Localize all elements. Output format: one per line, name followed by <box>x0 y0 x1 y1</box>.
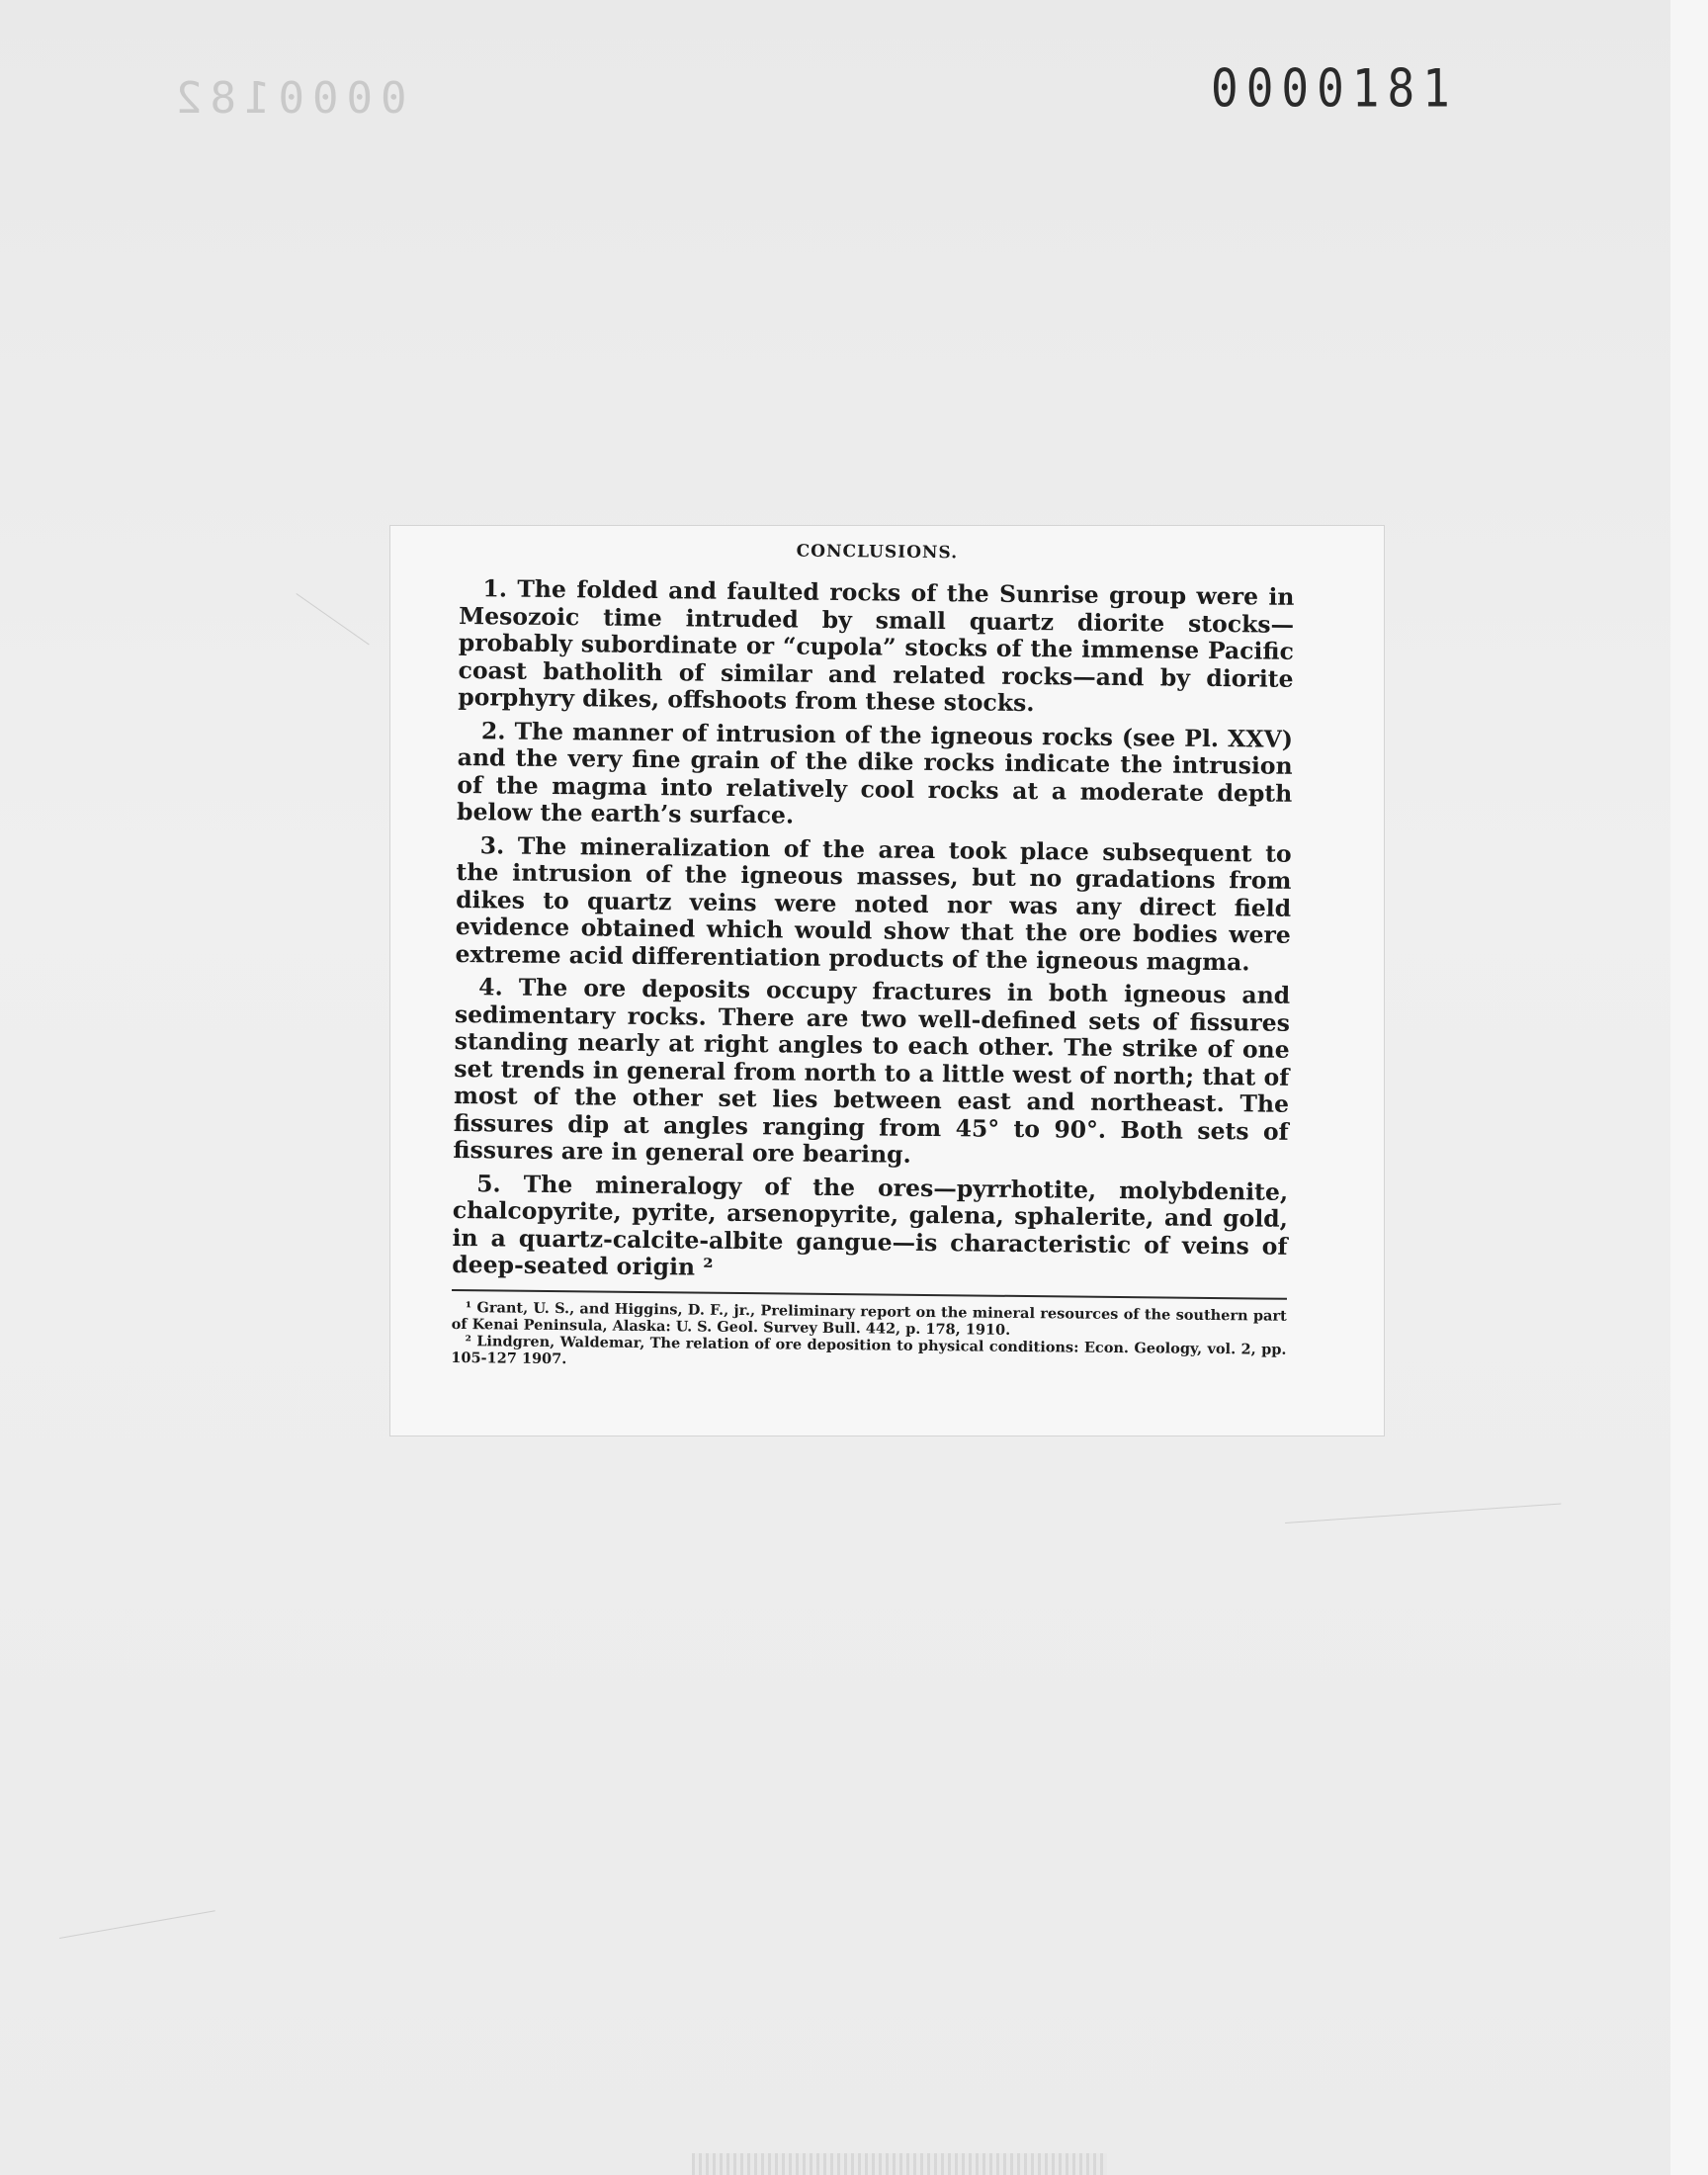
conclusion-paragraph-2: 2. The manner of intrusion of the igneous rocks (see Pl. XXV) and the very fine grain of the dike rocks indicate the intrusion of the magma into relatively cool rocks at a moderate depth below the earth’s surface. <box>456 716 1294 829</box>
scan-artifact-strip <box>692 2153 1107 2175</box>
page-edge <box>1670 0 1708 2175</box>
page-number: 0000181 <box>1211 56 1458 120</box>
footnote-1: ¹ Grant, U. S., and Higgins, D. F., jr., Preliminary report on the mineral resources of the southern part of Kenai Peninsula, Alaska: U. S. Geol. Survey Bull. 442, p. 178, 1910. <box>451 1298 1287 1339</box>
footnote-2: ² Lindgren, Waldemar, The relation of ore deposition to physical conditions: Econ. Geology, vol. 2, pp. 105-127 1907. <box>451 1332 1287 1367</box>
conclusion-paragraph-4: 4. The ore deposits occupy fractures in both igneous and sedimentary rocks. There are two well-defined sets of fissures standing nearly at right angles to each other. The strike of one set trends in general from north to a little west of north; that of most of the other set lies between east and northeast. The fissures dip at angles ranging from 45° to 90°. Both sets of fissures are in general ore bearing. <box>453 973 1291 1169</box>
text-clipping <box>390 526 1384 1436</box>
clipping-content <box>451 538 1295 1374</box>
bleed-through-page-number: 0000182 <box>168 73 407 124</box>
section-heading: CONCLUSIONS. <box>796 541 959 564</box>
conclusion-paragraph-1: 1. The folded and faulted rocks of the Sunrise group were in Mesozoic time intruded by small quartz diorite stocks—probably subordinate or “cupola” stocks of the immense Pacific coast batholith of similar and related rocks—and by diorite porphyry dikes, offshoots from these stocks. <box>458 574 1295 718</box>
footnote-divider <box>452 1288 1287 1299</box>
conclusion-paragraph-3: 3. The mineralization of the area took place subsequent to the intrusion of the igneous masses, but no gradations from dikes to quartz veins were noted nor was any direct field evidence obtained which would show that the ore bodies were extreme acid differentiation products of the igneous magma. <box>455 830 1292 976</box>
conclusion-paragraph-5: 5. The mineralogy of the ores—pyrrhotite, molybdenite, chalcopyrite, pyrite, arsenopyrite, galena, sphalerite, and gold, in a quartz-calcite-albite gangue—is characteristic of veins of deep-seated origin ² <box>452 1169 1289 1281</box>
